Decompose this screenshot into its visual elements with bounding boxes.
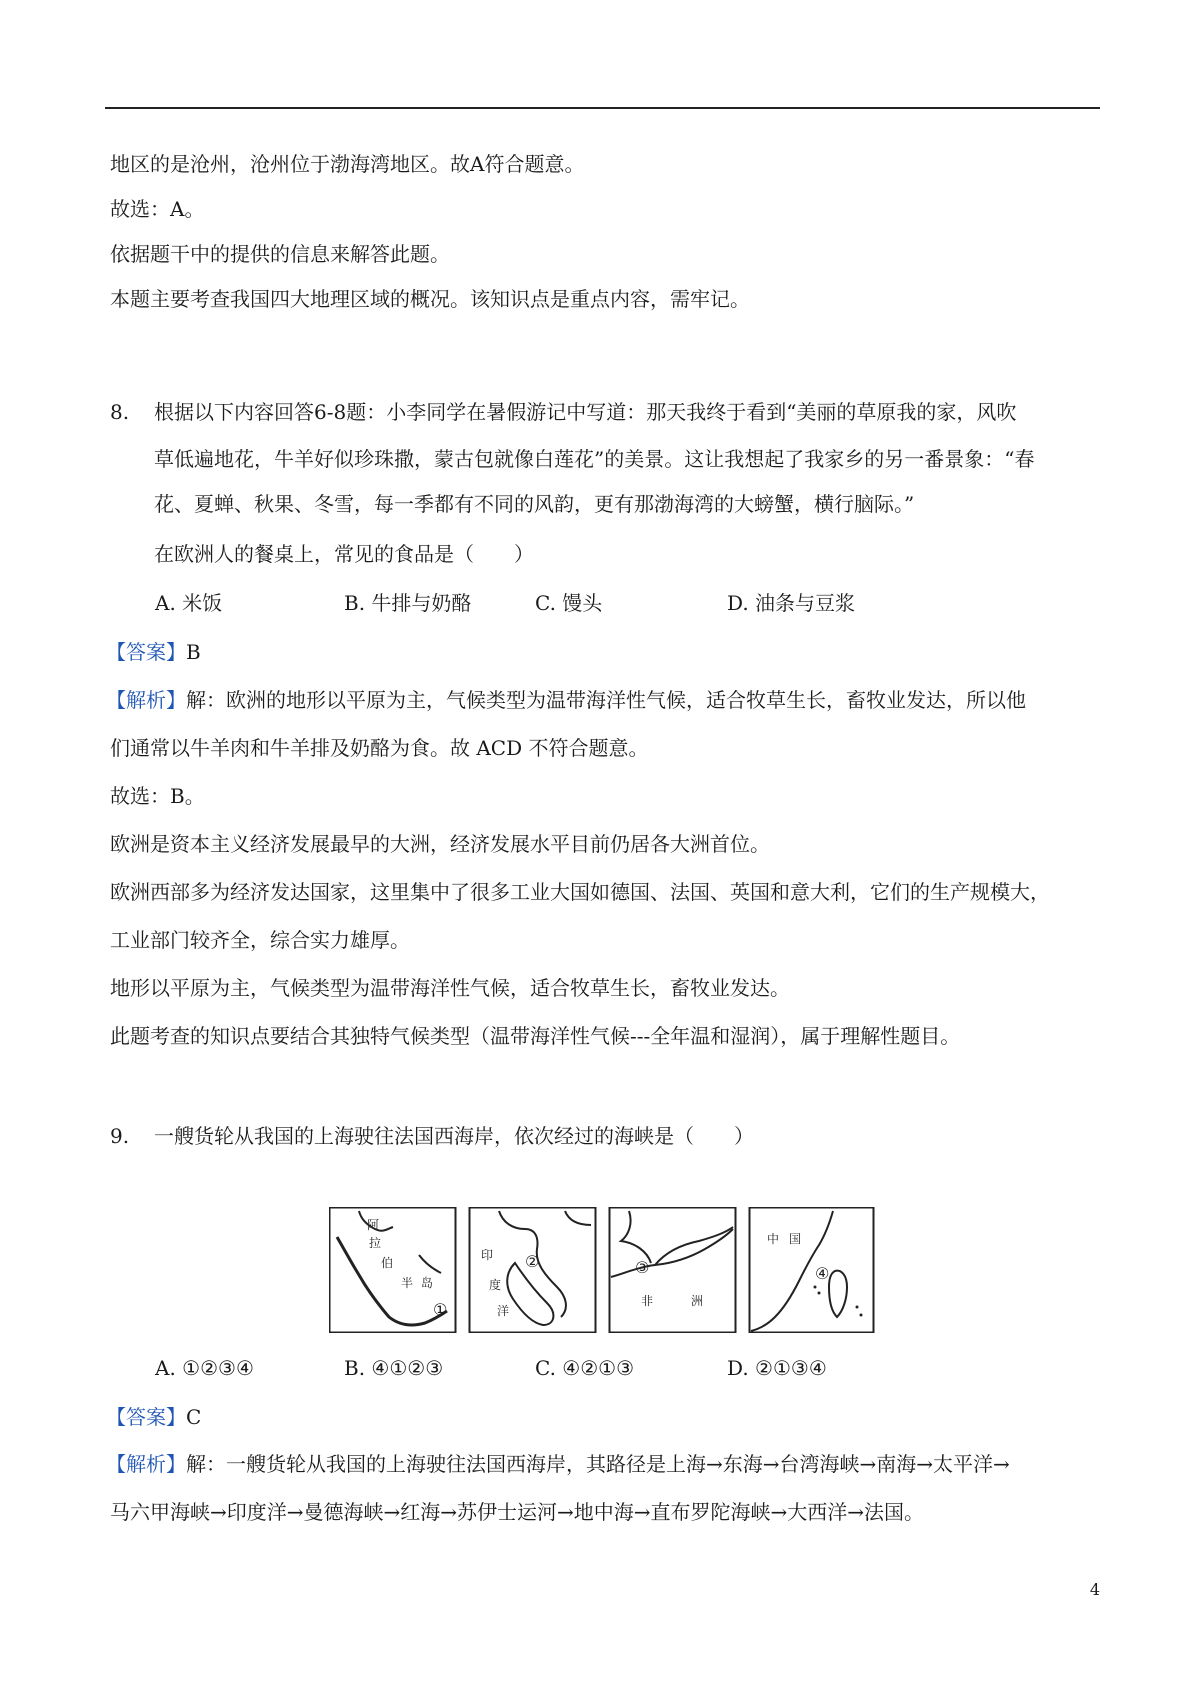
- q8-option-d: D. 油条与豆浆: [727, 591, 856, 615]
- analysis-tag: 【解析】: [106, 1452, 186, 1476]
- q9-analysis-line-1: [106, 1450, 1010, 1478]
- q8-analysis-line-8: 此题考查的知识点要结合其独特气候类型（温带海洋性气候---全年温和湿润），属于理解性题目。: [110, 1024, 961, 1048]
- map-1-label-1: 阿: [367, 1218, 380, 1232]
- map-4-label-1: 中: [767, 1232, 780, 1246]
- map-3-marker: ③: [635, 1258, 650, 1277]
- prev-analysis-line-3: 依据题干中的提供的信息来解答此题。: [110, 242, 450, 266]
- prev-analysis-line-2: 故选：A。: [110, 197, 205, 221]
- analysis-tag: 【解析】: [106, 688, 186, 712]
- map-2-label-3: 洋: [497, 1304, 510, 1318]
- q9-option-b: B. ④①②③: [344, 1356, 444, 1380]
- q8-stem-line-4: 在欧洲人的餐桌上，常见的食品是（ ）: [154, 542, 534, 566]
- map-3: [610, 1208, 736, 1333]
- q8-stem-line-1: 根据以下内容回答6-8题：小李同学在暑假游记中写道：那天我终于看到“美丽的草原我的家，风吹: [154, 400, 1017, 424]
- map-2-label-1: 印: [481, 1248, 494, 1262]
- analysis-text: 解：欧洲的地形以平原为主，气候类型为温带海洋性气候，适合牧草生长，畜牧业发达，所以他: [186, 688, 1026, 712]
- map-1-label-3: 伯: [381, 1256, 394, 1270]
- q8-option-a: A. 米饭: [155, 591, 223, 615]
- map-1-marker: ①: [433, 1300, 448, 1319]
- q8-answer: [106, 638, 201, 666]
- q8-analysis-line-2: 们通常以牛羊肉和牛羊排及奶酪为食。故 ACD 不符合题意。: [110, 736, 649, 760]
- q8-number: 8.: [110, 400, 130, 424]
- answer-tag: 【答案】: [106, 640, 186, 664]
- q9-stem: 一艘货轮从我国的上海驶往法国西海岸，依次经过的海峡是（ ）: [154, 1124, 754, 1148]
- analysis-text: 解：一艘货轮从我国的上海驶往法国西海岸，其路径是上海→东海→台湾海峡→南海→太平洋→: [186, 1452, 1010, 1476]
- q9-option-c: C. ④②①③: [535, 1356, 635, 1380]
- q9-answer: [106, 1403, 201, 1431]
- map-1-label-5: 岛: [421, 1276, 434, 1290]
- q8-analysis-line-5: 欧洲西部多为经济发达国家，这里集中了很多工业大国如德国、法国、英国和意大利，它们的生产规模大，: [110, 880, 1050, 904]
- map-1: [330, 1208, 456, 1333]
- answer-tag: 【答案】: [106, 1405, 186, 1429]
- map-1-label-2: 拉: [369, 1236, 382, 1250]
- strait-maps-figure: [329, 1207, 875, 1333]
- map-1-label-4: 半: [401, 1276, 414, 1290]
- q8-analysis-line-4: 欧洲是资本主义经济发展最早的大洲，经济发展水平目前仍居各大洲首位。: [110, 832, 770, 856]
- q8-option-b: B. 牛排与奶酪: [344, 591, 472, 615]
- map-4: [750, 1208, 874, 1333]
- answer-value: B: [186, 640, 201, 664]
- map-2-label-2: 度: [489, 1278, 502, 1292]
- q8-analysis-line-3: 故选：B。: [110, 784, 205, 808]
- prev-analysis-line-4: 本题主要考查我国四大地理区域的概况。该知识点是重点内容，需牢记。: [110, 287, 750, 311]
- page-number: 4: [1089, 1580, 1100, 1599]
- q8-analysis-line-6: 工业部门较齐全，综合实力雄厚。: [110, 928, 410, 952]
- header-rule: [105, 107, 1100, 109]
- q9-option-d: D. ②①③④: [727, 1356, 827, 1380]
- q9-number: 9.: [110, 1124, 130, 1148]
- prev-analysis-line-1: 地区的是沧州，沧州位于渤海湾地区。故A符合题意。: [110, 152, 585, 176]
- q8-stem-line-2: 草低遍地花，牛羊好似珍珠撒，蒙古包就像白莲花”的美景。这让我想起了我家乡的另一番景象：“春: [154, 447, 1035, 471]
- map-3-label-2: 洲: [691, 1294, 704, 1308]
- q9-analysis-line-2: 马六甲海峡→印度洋→曼德海峡→红海→苏伊士运河→地中海→直布罗陀海峡→大西洋→法国。: [110, 1500, 925, 1524]
- answer-value: C: [186, 1405, 202, 1429]
- q9-option-a: A. ①②③④: [155, 1356, 254, 1380]
- map-2-marker: ②: [525, 1252, 540, 1271]
- map-2: [470, 1208, 596, 1333]
- map-4-marker: ④: [815, 1264, 830, 1283]
- map-3-label-1: 非: [641, 1294, 654, 1308]
- q8-option-c: C. 馒头: [535, 591, 603, 615]
- q8-analysis-line-7: 地形以平原为主，气候类型为温带海洋性气候，适合牧草生长，畜牧业发达。: [110, 976, 790, 1000]
- q8-analysis-line-1: [106, 686, 1026, 714]
- map-4-label-2: 国: [789, 1232, 802, 1246]
- q8-stem-line-3: 花、夏蝉、秋果、冬雪，每一季都有不同的风韵，更有那渤海湾的大螃蟹，横行脑际。”: [154, 492, 915, 516]
